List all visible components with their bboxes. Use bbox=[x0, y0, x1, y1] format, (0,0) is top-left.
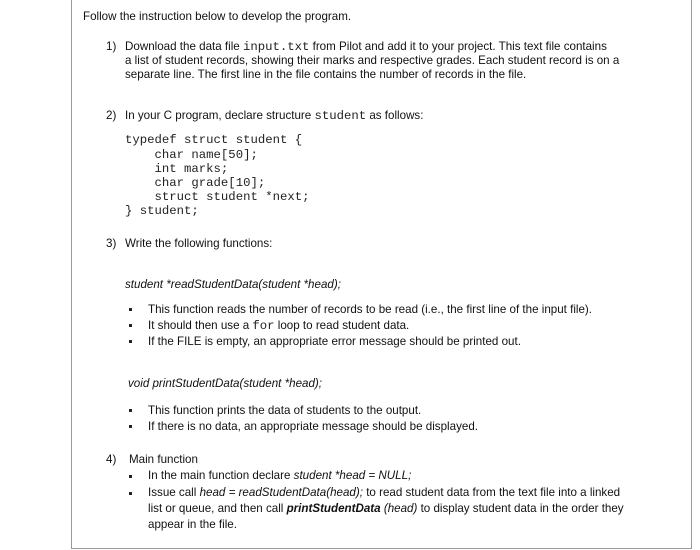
section-4-number: 4) bbox=[106, 453, 117, 466]
section-2-number: 2) bbox=[106, 109, 117, 122]
print-bullet-2: If there is no data, an appropriate message should be displayed. bbox=[148, 420, 478, 433]
main-bullet-2-line-2: list or queue, and then call printStudentData (head) to display student data in the order they bbox=[148, 502, 624, 515]
read-bullet-3: If the FILE is empty, an appropriate error message should be printed out. bbox=[148, 335, 521, 348]
section-3-title: Write the following functions: bbox=[125, 237, 273, 250]
main-bullet-2-line-3: appear in the file. bbox=[148, 518, 237, 531]
code-line-3: int marks; bbox=[125, 162, 229, 176]
bullet-icon bbox=[129, 475, 132, 478]
bullet-icon bbox=[129, 308, 132, 311]
bullet-icon bbox=[129, 324, 132, 327]
bullet-icon bbox=[129, 340, 132, 343]
code-line-1: typedef struct student { bbox=[125, 133, 303, 147]
bullet-icon bbox=[129, 492, 132, 495]
read-bullet-1: This function reads the number of records to be read (i.e., the first line of the input file). bbox=[148, 303, 593, 316]
code-line-6: } student; bbox=[125, 204, 199, 218]
section-2-intro: In your C program, declare structure student as follows: bbox=[125, 109, 424, 123]
main-bullet-2-line-1: Issue call head = readStudentData(head); to read student data from the text file into a linked bbox=[148, 486, 621, 499]
section-1-line-1: Download the data file input.txt from Pilot and add it to your project. This text file contains bbox=[125, 40, 607, 54]
code-line-4: char grade[10]; bbox=[125, 176, 266, 190]
section-1-number: 1) bbox=[106, 40, 117, 53]
filename-code: input.txt bbox=[242, 40, 310, 54]
read-bullet-2: It should then use a for loop to read student data. bbox=[148, 319, 410, 333]
intro-text: Follow the instruction below to develop the program. bbox=[83, 10, 352, 23]
bullet-icon bbox=[129, 409, 132, 412]
code-line-2: char name[50]; bbox=[125, 148, 258, 162]
main-bullet-1: In the main function declare student *head = NULL; bbox=[148, 469, 412, 482]
struct-name-code: student bbox=[314, 109, 367, 123]
print-bullet-1: This function prints the data of students to the output. bbox=[148, 404, 422, 417]
section-4-title: Main function bbox=[129, 453, 198, 466]
section-1-line-2: a list of student records, showing their marks and respective grades. Each student record is on a bbox=[125, 54, 620, 67]
bullet-icon bbox=[129, 425, 132, 428]
for-keyword-code: for bbox=[252, 319, 275, 333]
read-function-signature: student *readStudentData(student *head); bbox=[125, 278, 341, 291]
section-3-number: 3) bbox=[106, 237, 117, 250]
section-1-line-3: separate line. The first line in the file contains the number of records in the file. bbox=[125, 68, 527, 81]
print-function-signature: void printStudentData(student *head); bbox=[128, 377, 322, 390]
code-line-5: struct student *next; bbox=[125, 190, 310, 204]
